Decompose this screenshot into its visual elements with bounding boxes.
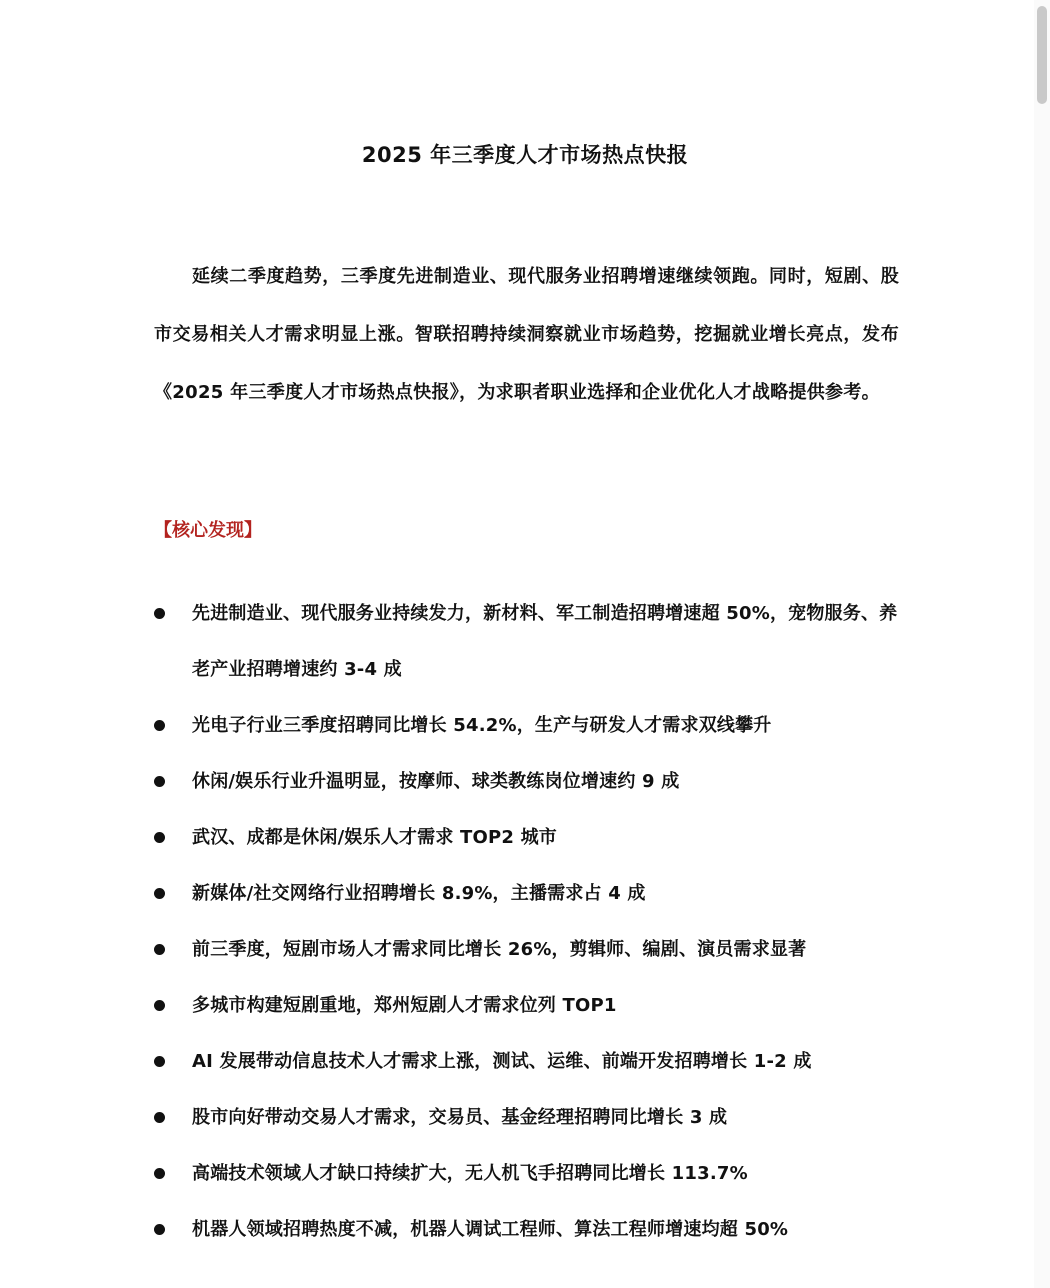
finding-text: 先进制造业、现代服务业持续发力，新材料、军工制造招聘增速超 50%，宠物服务、养老产业招聘增速约 3-4 成 [192,603,898,680]
core-findings-list [154,586,899,1258]
finding-text: 机器人领域招聘热度不减，机器人调试工程师、算法工程师增速均超 50% [192,1219,789,1240]
finding-item [154,978,899,1034]
scrollbar-thumb[interactable] [1037,6,1047,104]
intro-paragraph: 延续二季度趋势，三季度先进制造业、现代服务业招聘增速继续领跑。同时，短剧、股市交易相关人才需求明显上涨。智联招聘持续洞察就业市场趋势，挖掘就业增长亮点，发布《2025 年三季度人才市场热点快报》，为求职者职业选择和企业优化人才战略提供参考。 [154,266,899,403]
finding-text: 股市向好带动交易人才需求，交易员、基金经理招聘同比增长 3 成 [192,1107,728,1128]
vertical-scrollbar[interactable] [1034,0,1050,1288]
bullet-icon [154,888,165,899]
finding-text: AI 发展带动信息技术人才需求上涨，测试、运维、前端开发招聘增长 1-2 成 [192,1051,812,1072]
finding-item [154,922,899,978]
bullet-icon [154,832,165,843]
finding-text: 高端技术领域人才缺口持续扩大，无人机飞手招聘同比增长 113.7% [192,1163,748,1184]
bullet-icon [154,1056,165,1067]
finding-item [154,1202,899,1258]
finding-text: 武汉、成都是休闲/娱乐人才需求 TOP2 城市 [192,827,558,848]
finding-text: 前三季度，短剧市场人才需求同比增长 26%，剪辑师、编剧、演员需求显著 [192,939,807,960]
bullet-icon [154,944,165,955]
bullet-icon [154,720,165,731]
finding-text: 休闲/娱乐行业升温明显，按摩师、球类教练岗位增速约 9 成 [192,771,680,792]
bullet-icon [154,1112,165,1123]
finding-item [154,754,899,810]
finding-item [154,810,899,866]
bullet-icon [154,1224,165,1235]
finding-item [154,586,899,698]
finding-item [154,866,899,922]
finding-item [154,1146,899,1202]
finding-item [154,1034,899,1090]
finding-item [154,1090,899,1146]
section-heading-core-findings: 【核心发现】 [154,520,262,541]
finding-text: 多城市构建短剧重地，郑州短剧人才需求位列 TOP1 [192,995,617,1016]
bullet-icon [154,1000,165,1011]
page-title: 2025 年三季度人才市场热点快报 [361,143,689,167]
bullet-icon [154,1168,165,1179]
finding-text: 光电子行业三季度招聘同比增长 54.2%，生产与研发人才需求双线攀升 [192,715,772,736]
finding-item [154,698,899,754]
bullet-icon [154,608,165,619]
finding-text: 新媒体/社交网络行业招聘增长 8.9%，主播需求占 4 成 [192,883,646,904]
bullet-icon [154,776,165,787]
